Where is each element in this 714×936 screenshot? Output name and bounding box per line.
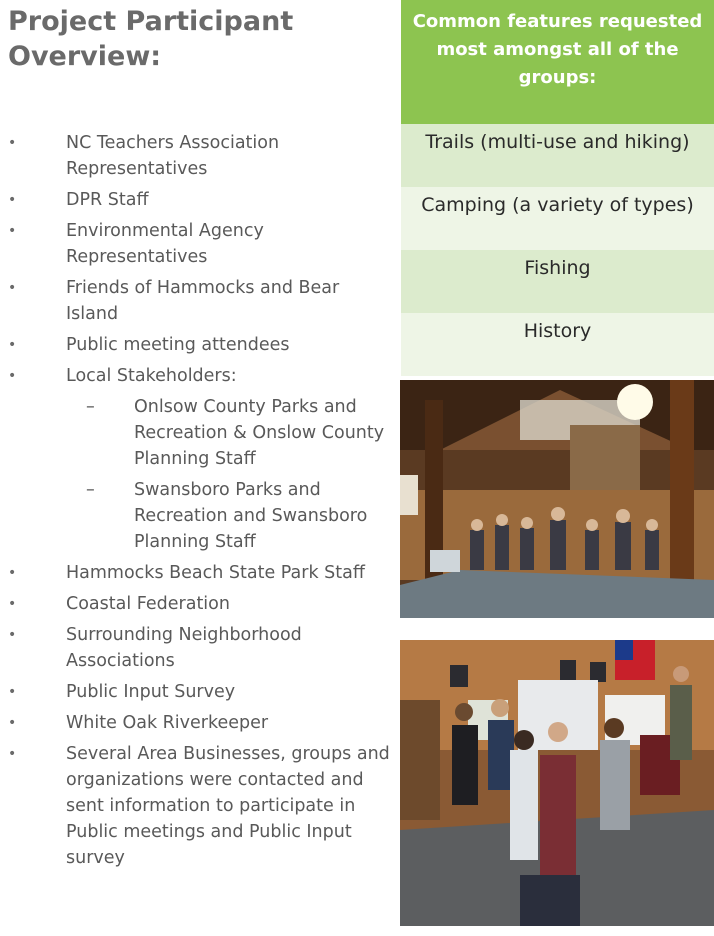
features-table	[401, 0, 714, 376]
list-item: • Friends of Hammocks and Bear Island	[0, 275, 390, 327]
table-row: Camping (a variety of types)	[401, 187, 714, 250]
list-item: • Hammocks Beach State Park Staff	[0, 560, 390, 586]
table-row: Fishing	[401, 250, 714, 313]
page-title: Project Participant Overview:	[8, 6, 294, 72]
list-item: • DPR Staff	[0, 187, 390, 213]
list-item: • Local Stakeholders: – Onlsow County Parks and Recreation & Onslow County Planning Staff – Swansboro Parks and Recreation and Swansboro Planning Staff	[0, 363, 390, 555]
sub-list-item: – Swansboro Parks and Recreation and Swansboro Planning Staff	[0, 477, 390, 555]
list-item: • Environmental Agency Representatives	[0, 218, 390, 270]
table-row: History	[401, 313, 714, 376]
sub-list	[0, 394, 390, 555]
list-item: • Public meeting attendees	[0, 332, 390, 358]
features-table-header: Common features requested most amongst all of the groups:	[401, 0, 714, 124]
meeting-photo-displays	[400, 640, 714, 926]
list-item: • Public Input Survey	[0, 679, 390, 705]
meeting-photo-hall	[400, 380, 714, 618]
list-item: • Several Area Businesses, groups and organizations were contacted and sent information to participate in Public meetings and Public Input survey	[0, 741, 390, 871]
sub-list-item: – Onlsow County Parks and Recreation & Onslow County Planning Staff	[0, 394, 390, 472]
list-item: • Coastal Federation	[0, 591, 390, 617]
list-item: • White Oak Riverkeeper	[0, 710, 390, 736]
list-item: • Surrounding Neighborhood Associations	[0, 622, 390, 674]
table-row: Trails (multi-use and hiking)	[401, 124, 714, 187]
list-item: • NC Teachers Association Representatives	[0, 130, 390, 182]
participant-list	[0, 130, 390, 876]
